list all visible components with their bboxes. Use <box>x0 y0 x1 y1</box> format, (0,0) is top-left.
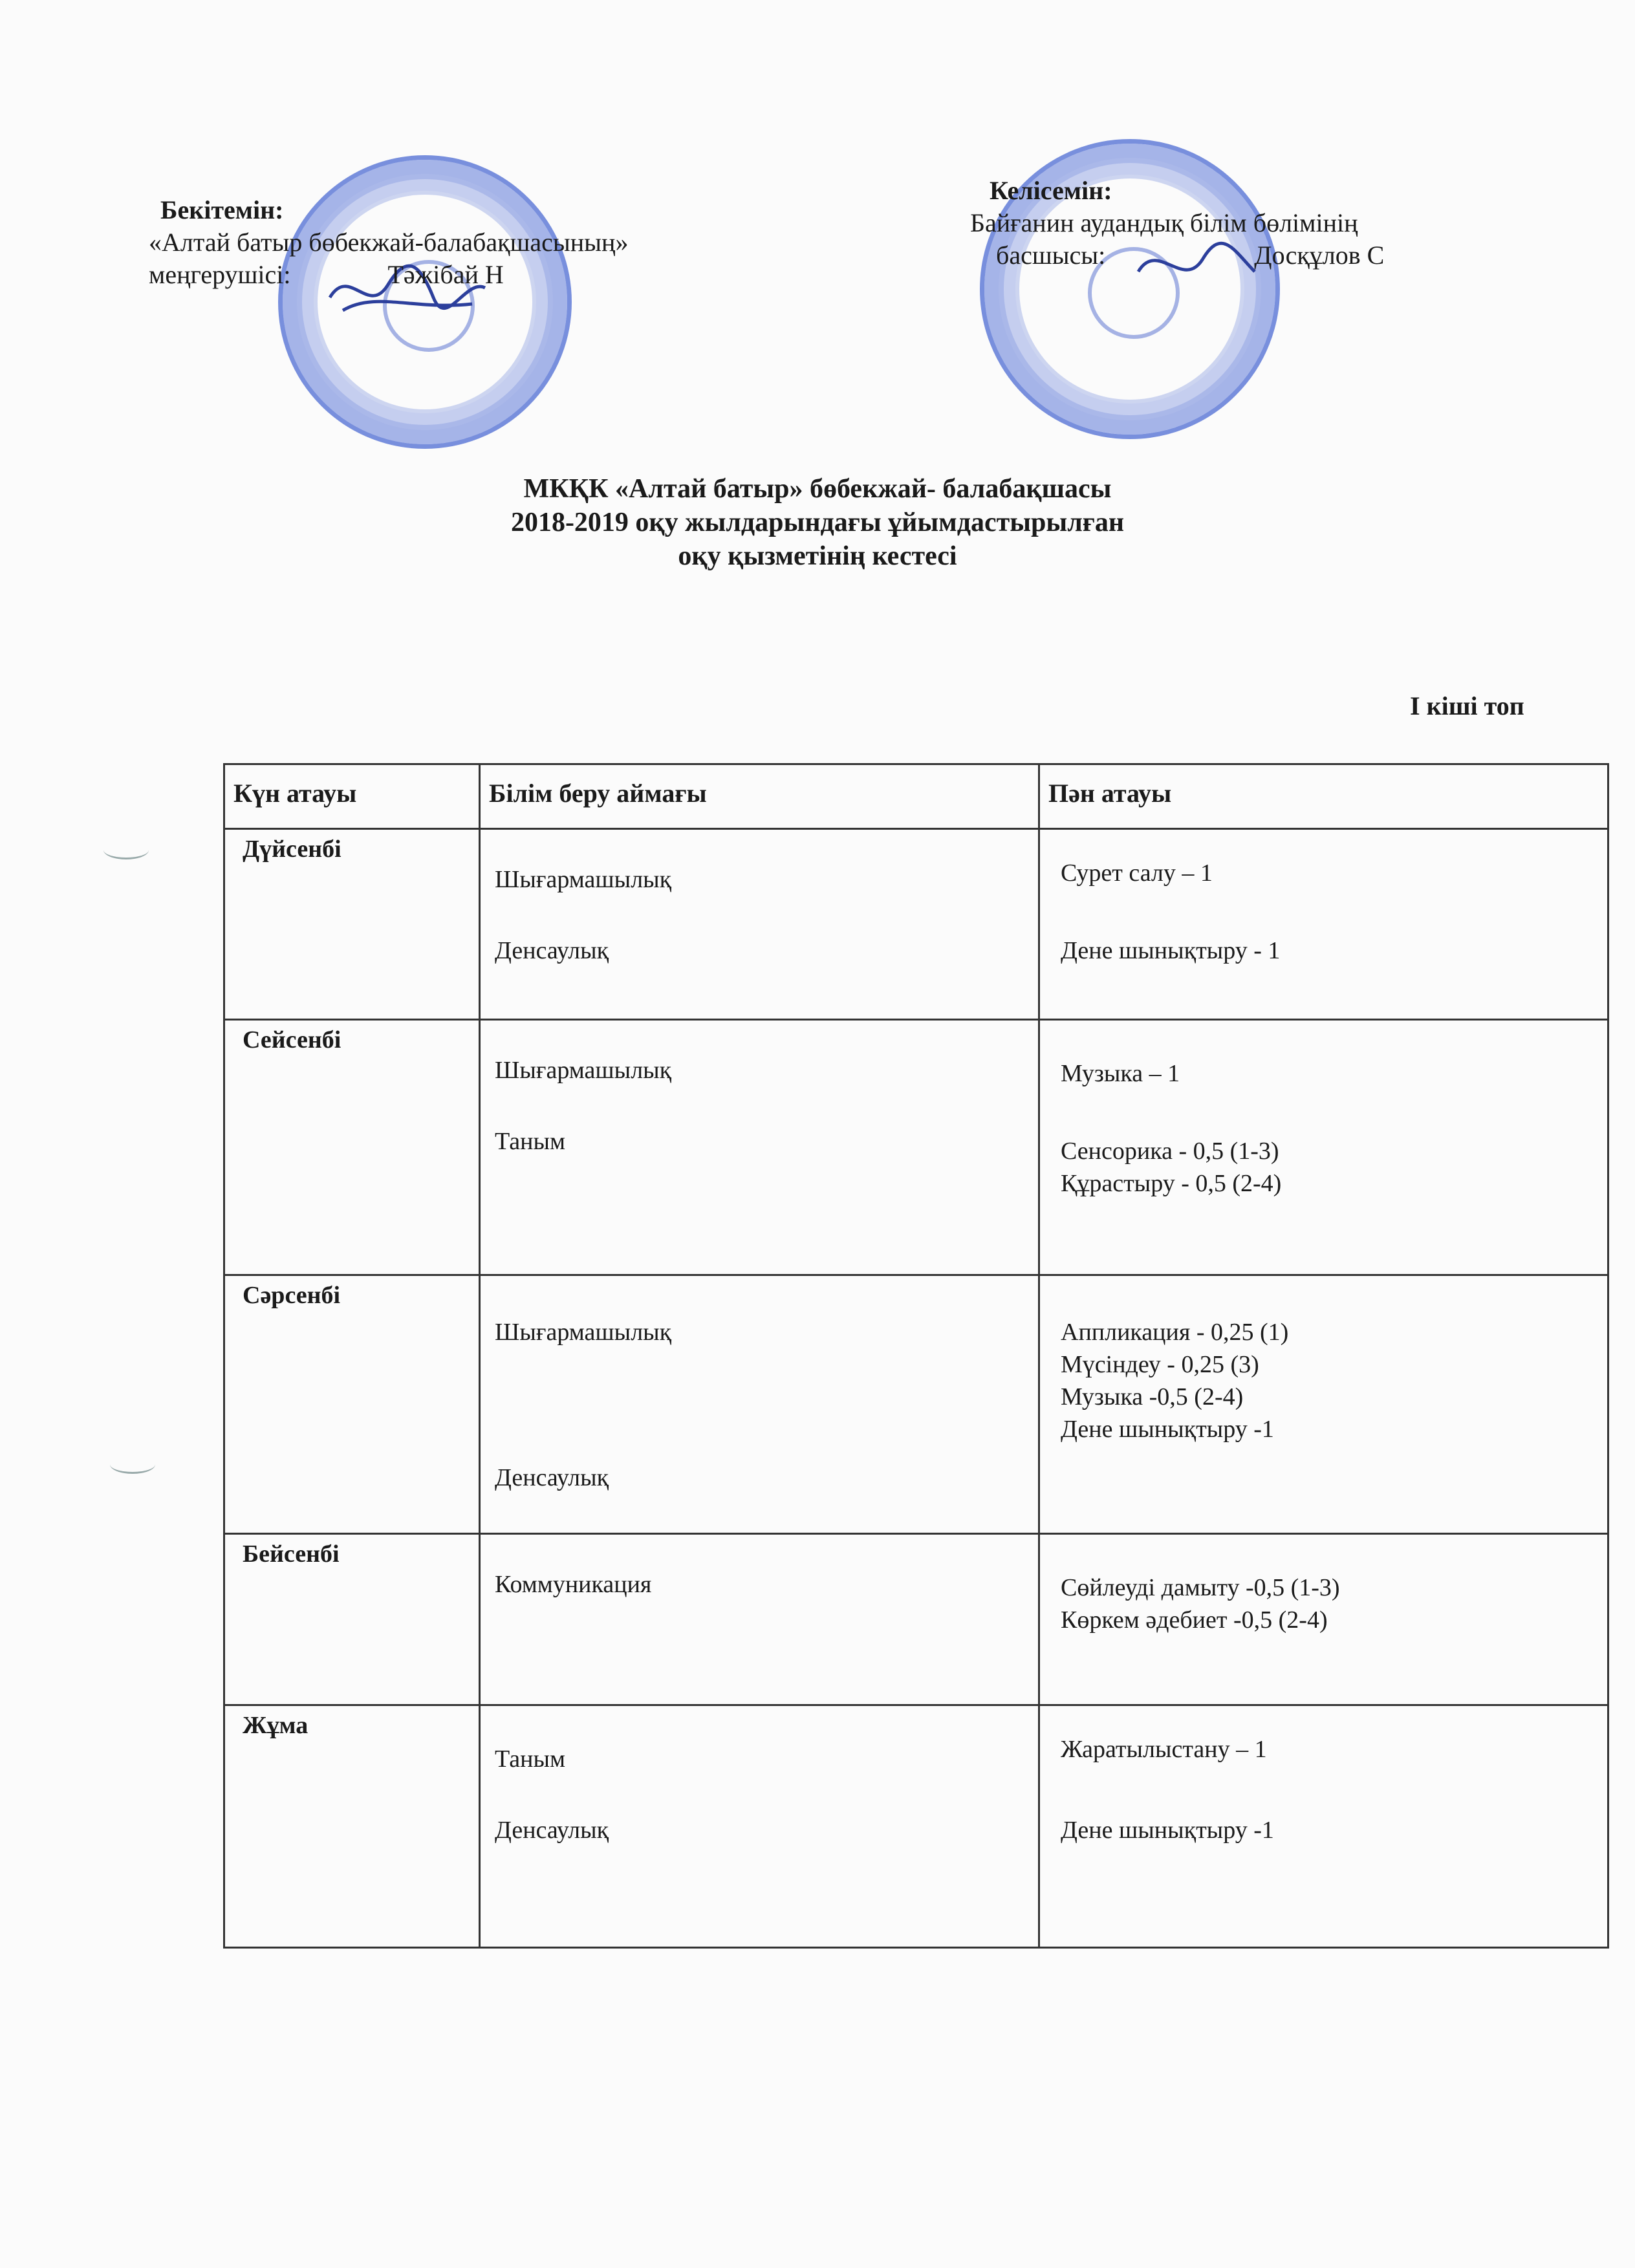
agreement-block <box>970 175 1384 272</box>
document-title <box>0 472 1635 573</box>
subject-name: Музыка -0,5 (2-4) <box>1061 1383 1244 1410</box>
title-line-1: МКҚК «Алтай батыр» бөбекжай- балабақшасы <box>523 474 1112 504</box>
agreement-label: Келісемін: <box>990 176 1112 205</box>
approval-position: меңгерушісі: <box>149 260 291 289</box>
agreement-name: Досқұлов С <box>1254 241 1385 270</box>
education-area: Таным <box>495 1128 566 1155</box>
table-border <box>223 1274 1607 1276</box>
education-area: Денсаулық <box>495 1464 609 1491</box>
table-border <box>1607 763 1609 1949</box>
subject-name: Аппликация - 0,25 (1) <box>1061 1319 1289 1346</box>
column-header: Күн атауы <box>233 779 357 808</box>
group-label: I кіші топ <box>1410 691 1524 720</box>
subject-name: Мүсіндеу - 0,25 (3) <box>1061 1351 1259 1378</box>
subject-name: Көркем әдебиет -0,5 (2-4) <box>1061 1606 1328 1634</box>
subject-name: Сөйлеуді дамыту -0,5 (1-3) <box>1061 1574 1340 1601</box>
education-area: Коммуникация <box>495 1571 652 1598</box>
table-border <box>223 828 1607 830</box>
subject-name: Музыка – 1 <box>1061 1060 1180 1087</box>
day-name: Сейсенбі <box>243 1026 341 1053</box>
table-border <box>479 763 481 1949</box>
table-border <box>223 1019 1607 1021</box>
subject-name: Сенсорика - 0,5 (1-3) <box>1061 1138 1279 1165</box>
approval-signer <box>149 259 628 291</box>
agreement-position: басшысы: <box>996 241 1106 270</box>
title-line-3: оқу қызметінің кестесі <box>678 541 957 571</box>
column-header: Пән атауы <box>1048 779 1172 808</box>
day-name: Сәрсенбі <box>243 1282 341 1309</box>
education-area: Шығармашылық <box>495 1057 672 1084</box>
subject-name: Сурет салу – 1 <box>1061 859 1213 887</box>
education-area: Денсаулық <box>495 937 609 964</box>
table-border <box>223 763 1607 765</box>
day-name: Дүйсенбі <box>243 836 341 863</box>
column-header: Білім беру аймағы <box>489 779 707 808</box>
table-border <box>223 1947 1607 1949</box>
day-name: Бейсенбі <box>243 1540 340 1568</box>
table-border <box>223 1533 1607 1535</box>
approval-name: Тәжібай Н <box>387 260 504 289</box>
approval-org: «Алтай батыр бөбекжай-балабақшасының» <box>149 228 629 257</box>
education-area: Шығармашылық <box>495 866 672 893</box>
agreement-signer <box>970 239 1384 272</box>
education-area: Шығармашылық <box>495 1319 672 1346</box>
day-name: Жұма <box>243 1712 309 1739</box>
punch-mark <box>103 841 149 859</box>
title-line-2: 2018-2019 оқу жылдарындағы ұйымдастырылған <box>510 508 1125 537</box>
table-border <box>223 763 225 1949</box>
table-border <box>1038 763 1040 1949</box>
subject-name: Жаратылыстану – 1 <box>1061 1736 1267 1763</box>
table-border <box>223 1704 1607 1706</box>
approval-block <box>149 194 628 291</box>
education-area: Денсаулық <box>495 1817 609 1844</box>
subject-name: Дене шынықтыру -1 <box>1061 1416 1274 1443</box>
approval-label: Бекітемін: <box>160 195 284 224</box>
punch-mark <box>110 1455 155 1474</box>
subject-name: Құрастыру - 0,5 (2-4) <box>1061 1170 1282 1197</box>
agreement-org: Байғанин аудандық білім бөлімінің <box>970 208 1358 237</box>
subject-name: Дене шынықтыру - 1 <box>1061 937 1281 964</box>
subject-name: Дене шынықтыру -1 <box>1061 1817 1274 1844</box>
education-area: Таным <box>495 1745 566 1773</box>
